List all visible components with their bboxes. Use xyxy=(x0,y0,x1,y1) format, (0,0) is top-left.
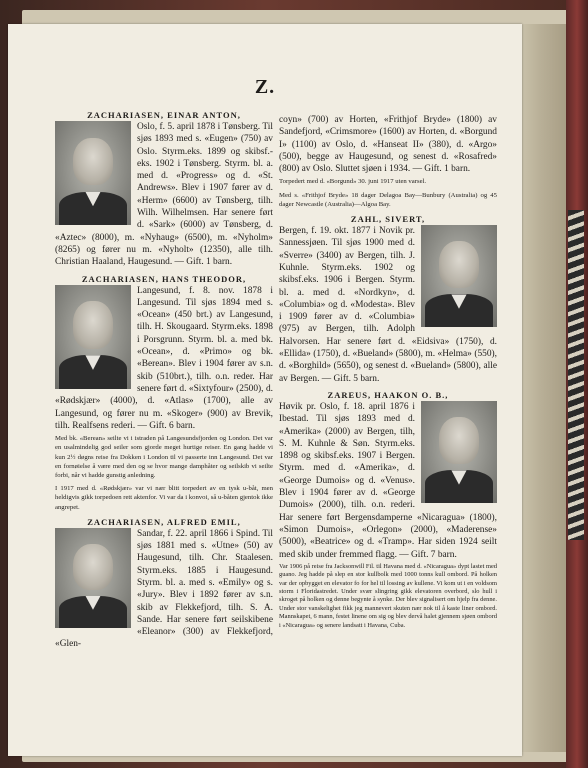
entry-anecdote: I 1917 med d. «Rødskjær» var vi nær blitt torpedert av en tysk u-båt, men heldigvis gikk torpedoen rett aktenfor. Vi var da i konvoi, så u-båten gjentok ikke angrepet. xyxy=(55,485,273,511)
entry-anecdote: Med bk. «Berean» seilte vi i istraden på Langesundsfjorden og London. Det var en usalmindelig god seiler som gjorde meget hurtige reiser. En gang hadde vi kun 2½ døgns reise fra Dokken i London til vi passerte inn Langesund. Det var en fornøielse å være med den og se hvor mange damphåter og seilskib vi seilte forbi, når vi hadde gunstig anledning. xyxy=(55,435,273,479)
biography-entry-alfred-emil-continued xyxy=(279,114,497,209)
portrait-photo xyxy=(421,225,497,327)
portrait-face xyxy=(73,138,113,186)
biography-entry-einar-anton xyxy=(55,110,273,269)
portrait-face xyxy=(73,301,113,349)
right-column xyxy=(279,114,497,635)
entry-anecdote: Med s. «Frithjof Bryde» 18 dager Delagoa Bay—Bunbury (Australia) og 45 dager Newcastle (Australia)—Algoa Bay. xyxy=(279,191,497,208)
left-column xyxy=(55,110,273,656)
entry-biography: Høvik pr. Oslo, f. 18. april 1876 i Ibestad. Til sjøs 1893 med d. «Amerika» (2000) av Bergen, tilh, S. M. Kuhnle & Søn. Styrm.eks. 1898 og skibsf.eks. 1907 i Bergen. Styrm. med d. «Amerika», d. «George Dumois» og d. «Venus». Blev i 1904 fører av d. «George Dumois» (2000), tilh. o.n. rederi. Har senere ført Bergensdamperne «Nicaragua» (1800), «Simon Dumois», «Orlegon» (2000), «Maderense» (5000), «Beatrice» og d. «Tramp». Har siden 1924 seilt med skib under fremmed flagg. — Gift. 7 barn. xyxy=(279,401,497,560)
entry-name: ZACHARIASEN, EINAR ANTON, xyxy=(87,110,241,120)
entry-anecdote: Var 1906 på reise fra Jacksonwill Fil. til Havana med d. «Nicaragua» dypt lastet med guano. Jeg hadde på slep en stor kullbolk med 1000 tonns kull ombord. På holken var der opbygget en elevator fo for hel til lossing av kullene. Vi kom ut i en voldsom storm i Floridastredet. Under svær slingring gikk elevatoren overbord, slo hull i skroget på holken og denne begynte å synke. Der blev signalisert om hjelp fra denne. Under stor vanskelighet fikk jeg mannevert skuten nær nok til å kaste liner ombord. Mannskapet, 6 mann, festet linene om sig og blev dervå halet gjennem sjøen ombord i «Nicaragua» og senere landsatt i Havana, Cuba. xyxy=(279,562,497,629)
spine-decoration xyxy=(568,210,584,540)
entry-biography: Langesund, f. 8. nov. 1878 i Langesund. Til sjøs 1894 med s. «Ocean» (450 brt.) av Langesund, tilh. H. Skougaard. Styrm.eks. 1898 i Porsgrunn. Styrm. bl. a. med bk. «Ocean», d. «Primo» og bk. «Berean». Blev i 1904 fører av s.n. skib (510brt.), tilh. o.n. reder. Har senere ført d. «Sixtyfour» (2500), d. «Rødskjær» (4000), d. «Atlas» (1700), alle av Langesund, og fører nu m. «Skoger» (900) av Brevik, tilh. Realfsens rederi. — Gift. 6 barn. xyxy=(55,285,273,431)
portrait-face xyxy=(439,241,479,288)
portrait-face xyxy=(73,544,113,590)
entry-anecdote: Torpedert med d. «Borgund» 30. juni 1917 uten varsel. xyxy=(279,178,427,186)
biography-entry-alfred-emil xyxy=(55,517,273,651)
section-letter: Z. xyxy=(254,76,276,98)
entry-name: ZACHARIASEN, HANS THEODOR, xyxy=(81,273,247,284)
biography-entry-sivert-zahl xyxy=(279,214,497,385)
entry-name: ZAREUS, HAAKON O. B., xyxy=(327,389,449,400)
entry-biography: Sandar, f. 22. april 1866 i Spind. Til sjøs 1881 med s. «Utne» (50) av Haugesund, tilh. Chr. Staalesen. Styrm.eks. 1885 i Haugesund. Styrm. bl. a. med s. «Emily» og s. «Jury». Blev i 1892 fører av s.n. skib av Flekkefjord, tilh. S. A. Sande. Har senere ført seilskibene «Eleanor» (300) av Flekkefjord, «Glen- xyxy=(55,528,273,650)
entry-biography: coyn» (700) av Horten, «Frithjof Bryde» (1800) av Sandefjord, «Crimsmore» (1600) av Horten, d. «Borgund I» (1100) av Oslo, d. «Hanseat II» (380), d. «Argo» (500), begge av Haugesund, og senest d. «Rosafred» (800) av Oslo. Sluttet sjøen i 1934. — Gift. 1 barn. xyxy=(279,115,497,175)
page-edges xyxy=(522,24,566,752)
portrait-photo xyxy=(55,121,131,225)
entry-name: ZACHARIASEN, ALFRED EMIL, xyxy=(87,516,241,527)
book-page xyxy=(8,24,522,756)
biography-entry-haakon-zareus xyxy=(279,390,497,630)
portrait-face xyxy=(439,417,479,464)
entry-biography: Bergen, f. 19. okt. 1877 i Novik pr. Sannessjøen. Til sjøs 1900 med d. «Sverre» (3400) av Bergen, tilh. J. Kuhnle. Styrm.eks. 1902 og skibsf.eks. 1906 i Bergen. Styrm. bl. a. med d. «Nordkyn», d. «Columbia» og d. «Modesta». Blev i 1909 fører av d. «Columbia» (975) av Bergen, tilh. Adolph Halvorsen. Har senere ført d. «Eidsiva» (1750), d. «Ellida» (1750), d. «Bueland» (5800), m. «Helma» (550), d. «Borghild» (5650), og senest d. «Bueland» (5800), alle av Bergen. — Gift. 5 barn. xyxy=(279,226,497,384)
portrait-photo xyxy=(421,401,497,503)
entry-biography: Oslo, f. 5. april 1878 i Tønsberg. Til sjøs 1893 med s. «Eugen» (750) av Oslo. Styrm.eks. 1899 og skibsf.-eks. 1902 i Tønsberg. Styrm. bl. a. med d. «Progress» og d. «St. Andrews». Blev i 1907 fører av d. «Herm» (6600) av Tønsberg, tilh. Wilh. Wilhelmsen. Har senere ført d. «Sark» (6000) av Tønsberg, d. «Aztec» (8000), m. «Nyhaug» (6500), m. «Nyholm» (8265) og fører nu m. «Nyholt» (12350), alle tilh. Christian Haaland, Haugesund. — Gift. 1 barn. xyxy=(55,122,273,268)
portrait-photo xyxy=(55,285,131,389)
biography-entry-hans-theodor xyxy=(55,274,273,512)
entry-name: ZAHL, SIVERT, xyxy=(350,214,426,225)
portrait-photo xyxy=(55,528,131,628)
